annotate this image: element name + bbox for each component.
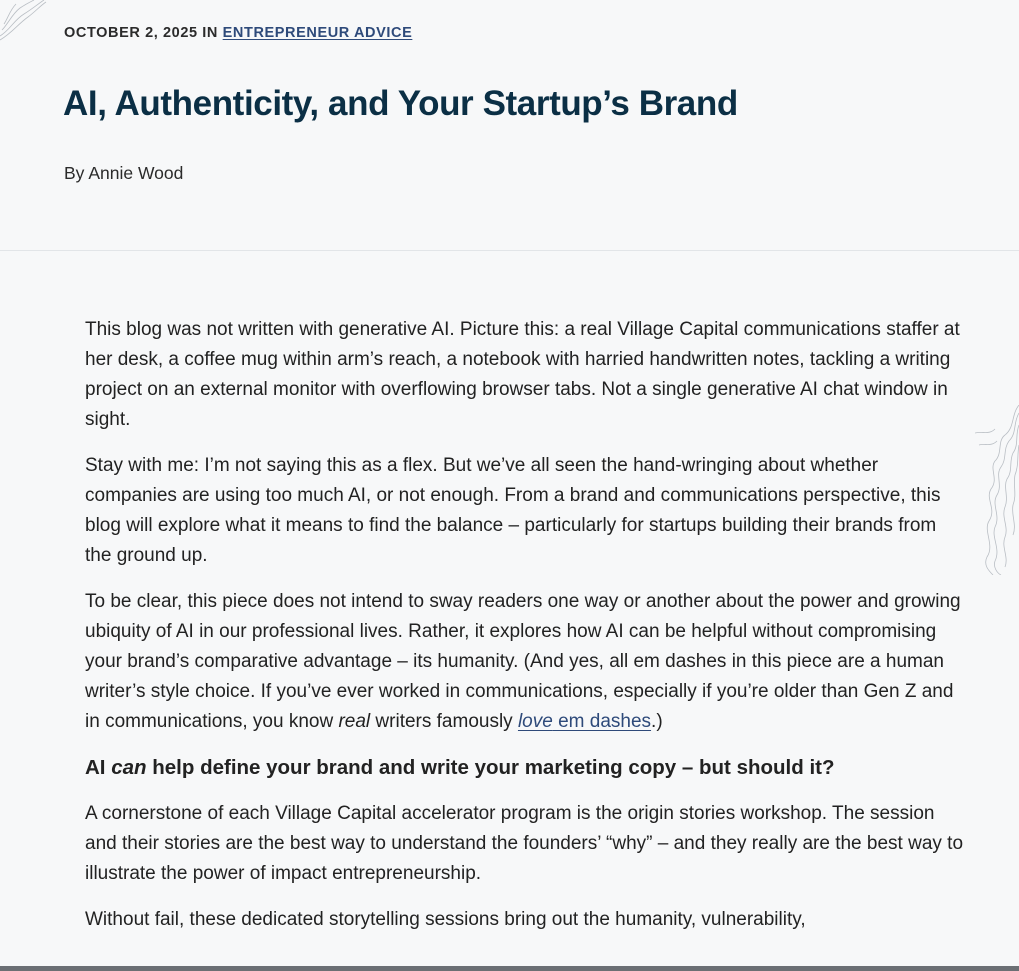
heading-pre: AI: [85, 756, 112, 779]
paragraph-1: This blog was not written with generative AI. Picture this: a real Village Capital communications staffer at her desk, a coffee mug within arm’s reach, a notebook with harried handwritten notes, tackling a writing project on an external monitor with overflowing browser tabs. Not a single generative AI chat window in sight.: [85, 319, 960, 430]
post-meta-in: IN: [202, 25, 218, 41]
link-emphasis-love: love: [517, 711, 553, 732]
post-meta: [64, 25, 412, 41]
paragraph-2: Stay with me: I’m not saying this as a flex. But we’ve all seen the hand-wringing about whether companies are using too much AI, or not enough. From a brand and communications perspective, this blog will explore what it means to find the balance – particularly for startups building their brands from the ground up.: [85, 455, 941, 566]
heading-post: help define your brand and write your marketing copy – but should it?: [146, 756, 835, 779]
category-link[interactable]: ENTREPRENEUR ADVICE: [222, 25, 413, 41]
article-header: [0, 0, 1019, 251]
section-heading: [85, 753, 965, 783]
paragraph-3: [85, 587, 965, 737]
love-em-dashes-link[interactable]: [518, 711, 651, 732]
article-title: AI, Authenticity, and Your Startup’s Brand: [63, 84, 738, 123]
heading-emphasis-can: can: [111, 756, 147, 779]
paragraph-3-tail: .): [651, 711, 663, 732]
paragraph-5: Without fail, these dedicated storytelling sessions bring out the humanity, vulnerability,: [85, 909, 806, 930]
paragraph-3-text-a: To be clear, this piece does not intend to sway readers one way or another about the power and growing ubiquity of AI in our professional lives. Rather, it explores how AI can be helpful without compromising your brand’s comparative advantage – its humanity. (And yes, all em dashes in this piece are a human writer’s style choice. If you’ve ever worked in communications, especially if you’re older than Gen Z and in communications, you know: [85, 591, 961, 732]
paragraph-3-text-b: writers famously: [370, 711, 518, 732]
link-text-em-dashes: em dashes: [552, 711, 652, 732]
paragraph-4: A cornerstone of each Village Capital accelerator program is the origin stories workshop. The session and their stories are the best way to understand the founders’ “why” – and they really are the best way to illustrate the power of impact entrepreneurship.: [85, 803, 964, 884]
topographic-lines-decoration-right: [975, 405, 1019, 575]
article-byline: By Annie Wood: [64, 163, 184, 183]
horizontal-scrollbar[interactable]: [0, 966, 1019, 971]
post-date: OCTOBER 2, 2025: [64, 25, 198, 41]
emphasis-real: real: [338, 711, 371, 732]
article-body: [85, 315, 965, 951]
